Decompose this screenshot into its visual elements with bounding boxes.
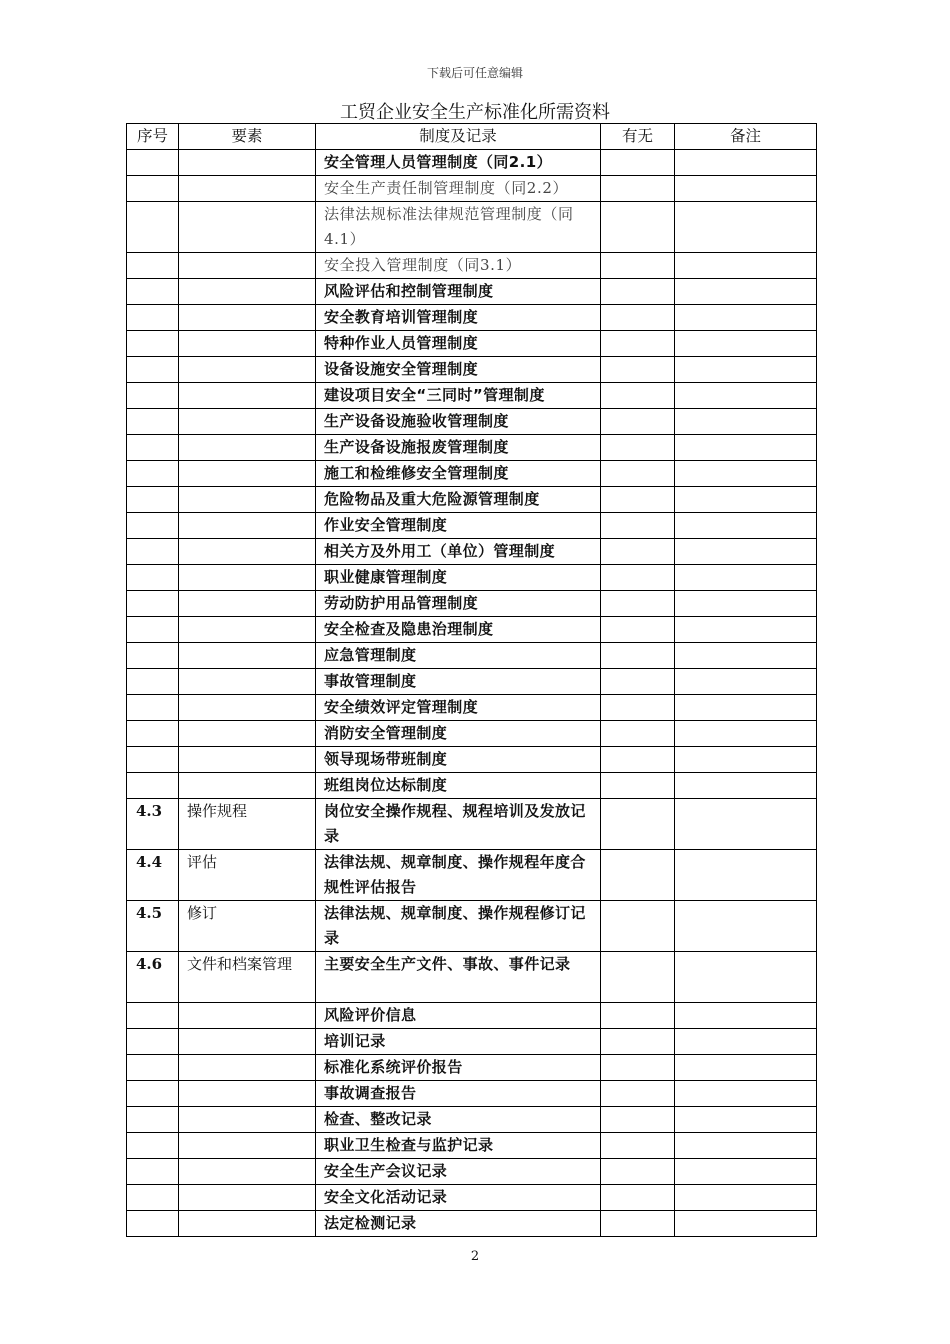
table-row [127, 1159, 817, 1185]
row-remarks-cell [675, 487, 817, 513]
table-row [127, 952, 817, 1003]
row-record-cell: 领导现场带班制度 [316, 747, 601, 773]
row-number-cell [127, 1029, 179, 1055]
row-available-cell [601, 383, 675, 409]
row-record-cell: 安全教育培训管理制度 [316, 305, 601, 331]
row-number-cell [127, 331, 179, 357]
row-number-cell [127, 150, 179, 176]
row-element-cell [179, 409, 316, 435]
row-available-cell [601, 461, 675, 487]
row-element-cell [179, 643, 316, 669]
table-row [127, 695, 817, 721]
row-element-cell [179, 617, 316, 643]
table-row [127, 850, 817, 901]
row-record-cell: 职业卫生检查与监护记录 [316, 1133, 601, 1159]
row-available-cell [601, 643, 675, 669]
row-record-cell: 应急管理制度 [316, 643, 601, 669]
row-record-cell: 法律法规标准法律规范管理制度（同4.1） [316, 202, 601, 253]
row-record-cell: 作业安全管理制度 [316, 513, 601, 539]
row-number-cell [127, 305, 179, 331]
row-number-cell [127, 1055, 179, 1081]
row-record-cell: 劳动防护用品管理制度 [316, 591, 601, 617]
row-record-cell: 生产设备设施验收管理制度 [316, 409, 601, 435]
table-row [127, 253, 817, 279]
row-record-cell: 岗位安全操作规程、规程培训及发放记录 [316, 799, 601, 850]
table-row [127, 1029, 817, 1055]
row-record-cell: 法律法规、规章制度、操作规程修订记录 [316, 901, 601, 952]
row-record-cell: 施工和检维修安全管理制度 [316, 461, 601, 487]
row-remarks-cell [675, 279, 817, 305]
row-remarks-cell [675, 1003, 817, 1029]
row-available-cell [601, 1003, 675, 1029]
materials-table [126, 123, 817, 1237]
row-available-cell [601, 1107, 675, 1133]
row-remarks-cell [675, 617, 817, 643]
row-available-cell [601, 952, 675, 1003]
row-available-cell [601, 150, 675, 176]
row-record-cell: 安全生产会议记录 [316, 1159, 601, 1185]
row-remarks-cell [675, 331, 817, 357]
table-row [127, 799, 817, 850]
row-available-cell [601, 1211, 675, 1237]
row-remarks-cell [675, 435, 817, 461]
row-record-cell: 生产设备设施报废管理制度 [316, 435, 601, 461]
row-available-cell [601, 487, 675, 513]
row-remarks-cell [675, 513, 817, 539]
row-element-cell [179, 669, 316, 695]
row-number-cell [127, 1003, 179, 1029]
row-element-cell [179, 1003, 316, 1029]
row-element-cell [179, 565, 316, 591]
row-remarks-cell [675, 253, 817, 279]
row-record-cell: 危险物品及重大危险源管理制度 [316, 487, 601, 513]
row-available-cell [601, 331, 675, 357]
row-number-cell [127, 617, 179, 643]
row-available-cell [601, 1185, 675, 1211]
table-body [127, 150, 817, 1237]
table-row [127, 202, 817, 253]
row-element-cell [179, 331, 316, 357]
row-available-cell [601, 253, 675, 279]
row-element-cell [179, 1133, 316, 1159]
col-header-element: 要素 [179, 124, 316, 150]
row-element-cell [179, 305, 316, 331]
row-remarks-cell [675, 357, 817, 383]
row-number-cell [127, 513, 179, 539]
row-element-cell [179, 357, 316, 383]
row-available-cell [601, 1055, 675, 1081]
row-element-cell [179, 591, 316, 617]
row-available-cell [601, 539, 675, 565]
table-row [127, 617, 817, 643]
row-element-cell [179, 695, 316, 721]
table-row [127, 279, 817, 305]
table-row [127, 643, 817, 669]
row-remarks-cell [675, 305, 817, 331]
table-row [127, 1107, 817, 1133]
table-row [127, 539, 817, 565]
row-available-cell [601, 669, 675, 695]
row-remarks-cell [675, 747, 817, 773]
row-remarks-cell [675, 1081, 817, 1107]
row-number-cell: 4.5 [127, 901, 179, 952]
row-number-cell [127, 176, 179, 202]
row-element-cell [179, 1029, 316, 1055]
row-remarks-cell [675, 1107, 817, 1133]
row-number-cell [127, 695, 179, 721]
row-record-cell: 建设项目安全“三同时”管理制度 [316, 383, 601, 409]
row-number-cell [127, 383, 179, 409]
row-available-cell [601, 176, 675, 202]
table-row [127, 901, 817, 952]
row-record-cell: 职业健康管理制度 [316, 565, 601, 591]
row-element-cell [179, 487, 316, 513]
table-row [127, 461, 817, 487]
row-available-cell [601, 279, 675, 305]
row-number-cell [127, 202, 179, 253]
table-row [127, 1081, 817, 1107]
row-record-cell: 培训记录 [316, 1029, 601, 1055]
table-row [127, 721, 817, 747]
row-element-cell [179, 1185, 316, 1211]
row-remarks-cell [675, 773, 817, 799]
row-available-cell [601, 617, 675, 643]
row-remarks-cell [675, 176, 817, 202]
row-number-cell [127, 1133, 179, 1159]
row-number-cell [127, 461, 179, 487]
row-number-cell [127, 1107, 179, 1133]
row-record-cell: 消防安全管理制度 [316, 721, 601, 747]
row-number-cell [127, 539, 179, 565]
col-header-number: 序号 [127, 124, 179, 150]
row-number-cell [127, 253, 179, 279]
row-remarks-cell [675, 799, 817, 850]
table-row [127, 150, 817, 176]
row-number-cell [127, 1185, 179, 1211]
row-element-cell [179, 773, 316, 799]
row-element-cell [179, 721, 316, 747]
row-record-cell: 安全文化活动记录 [316, 1185, 601, 1211]
row-remarks-cell [675, 461, 817, 487]
row-record-cell: 设备设施安全管理制度 [316, 357, 601, 383]
col-header-available: 有无 [601, 124, 675, 150]
row-element-cell [179, 747, 316, 773]
row-number-cell [127, 279, 179, 305]
row-remarks-cell [675, 150, 817, 176]
row-record-cell: 安全检查及隐患治理制度 [316, 617, 601, 643]
row-available-cell [601, 1081, 675, 1107]
row-number-cell [127, 747, 179, 773]
row-record-cell: 法定检测记录 [316, 1211, 601, 1237]
row-number-cell [127, 409, 179, 435]
table-row [127, 773, 817, 799]
row-available-cell [601, 1159, 675, 1185]
row-number-cell [127, 1159, 179, 1185]
row-element-cell [179, 383, 316, 409]
row-available-cell [601, 513, 675, 539]
row-number-cell [127, 357, 179, 383]
row-element-cell [179, 176, 316, 202]
row-available-cell [601, 721, 675, 747]
table-row [127, 305, 817, 331]
row-available-cell [601, 305, 675, 331]
row-remarks-cell [675, 901, 817, 952]
row-remarks-cell [675, 1211, 817, 1237]
row-number-cell [127, 591, 179, 617]
row-record-cell: 事故调查报告 [316, 1081, 601, 1107]
row-element-cell [179, 202, 316, 253]
row-element-cell [179, 1081, 316, 1107]
row-record-cell: 检查、整改记录 [316, 1107, 601, 1133]
row-number-cell: 4.4 [127, 850, 179, 901]
row-number-cell [127, 669, 179, 695]
row-available-cell [601, 1029, 675, 1055]
row-element-cell: 操作规程 [179, 799, 316, 850]
col-header-record: 制度及记录 [316, 124, 601, 150]
row-record-cell: 特种作业人员管理制度 [316, 331, 601, 357]
table-row [127, 513, 817, 539]
table-row [127, 435, 817, 461]
table-row [127, 669, 817, 695]
row-remarks-cell [675, 539, 817, 565]
row-element-cell [179, 461, 316, 487]
row-number-cell [127, 487, 179, 513]
row-element-cell [179, 435, 316, 461]
row-record-cell: 法律法规、规章制度、操作规程年度合规性评估报告 [316, 850, 601, 901]
page-number: 2 [470, 1249, 480, 1264]
row-element-cell [179, 1055, 316, 1081]
col-header-remarks: 备注 [675, 124, 817, 150]
row-number-cell [127, 721, 179, 747]
row-number-cell [127, 1081, 179, 1107]
table-row [127, 487, 817, 513]
row-record-cell: 标准化系统评价报告 [316, 1055, 601, 1081]
row-number-cell [127, 435, 179, 461]
row-record-cell: 班组岗位达标制度 [316, 773, 601, 799]
row-number-cell [127, 565, 179, 591]
table-row [127, 1003, 817, 1029]
row-number-cell [127, 1211, 179, 1237]
row-available-cell [601, 202, 675, 253]
row-number-cell [127, 773, 179, 799]
row-remarks-cell [675, 383, 817, 409]
row-element-cell [179, 150, 316, 176]
row-element-cell [179, 253, 316, 279]
row-available-cell [601, 1133, 675, 1159]
row-remarks-cell [675, 591, 817, 617]
row-element-cell: 文件和档案管理 [179, 952, 316, 1003]
row-remarks-cell [675, 409, 817, 435]
row-remarks-cell [675, 721, 817, 747]
row-record-cell: 事故管理制度 [316, 669, 601, 695]
row-available-cell [601, 409, 675, 435]
row-remarks-cell [675, 952, 817, 1003]
row-remarks-cell [675, 1055, 817, 1081]
row-element-cell [179, 279, 316, 305]
row-remarks-cell [675, 850, 817, 901]
table-row [127, 747, 817, 773]
row-remarks-cell [675, 1159, 817, 1185]
page-header: 下载后可任意编辑 [426, 66, 523, 80]
row-available-cell [601, 850, 675, 901]
table-header-row [127, 124, 817, 150]
row-record-cell: 安全绩效评定管理制度 [316, 695, 601, 721]
row-record-cell: 相关方及外用工（单位）管理制度 [316, 539, 601, 565]
row-element-cell [179, 1211, 316, 1237]
row-available-cell [601, 591, 675, 617]
row-record-cell: 安全生产责任制管理制度（同2.2） [316, 176, 601, 202]
table-row [127, 565, 817, 591]
table-row [127, 176, 817, 202]
row-number-cell: 4.3 [127, 799, 179, 850]
row-record-cell: 风险评价信息 [316, 1003, 601, 1029]
row-available-cell [601, 435, 675, 461]
row-available-cell [601, 773, 675, 799]
table-row [127, 591, 817, 617]
row-remarks-cell [675, 1185, 817, 1211]
table-row [127, 1133, 817, 1159]
table-row [127, 1211, 817, 1237]
row-record-cell: 安全投入管理制度（同3.1） [316, 253, 601, 279]
row-remarks-cell [675, 643, 817, 669]
row-remarks-cell [675, 1133, 817, 1159]
row-available-cell [601, 901, 675, 952]
row-element-cell: 评估 [179, 850, 316, 901]
row-number-cell [127, 643, 179, 669]
table-row [127, 1055, 817, 1081]
row-remarks-cell [675, 669, 817, 695]
row-available-cell [601, 747, 675, 773]
row-remarks-cell [675, 202, 817, 253]
row-remarks-cell [675, 695, 817, 721]
table-row [127, 1185, 817, 1211]
row-remarks-cell [675, 1029, 817, 1055]
row-available-cell [601, 565, 675, 591]
row-element-cell [179, 1107, 316, 1133]
row-available-cell [601, 695, 675, 721]
table-row [127, 331, 817, 357]
table-row [127, 409, 817, 435]
row-number-cell: 4.6 [127, 952, 179, 1003]
row-element-cell [179, 1159, 316, 1185]
table-row [127, 357, 817, 383]
row-record-cell: 主要安全生产文件、事故、事件记录 [316, 952, 601, 1003]
document-title: 工贸企业安全生产标准化所需资料 [340, 102, 610, 123]
row-available-cell [601, 357, 675, 383]
table-row [127, 383, 817, 409]
row-element-cell [179, 513, 316, 539]
row-element-cell [179, 539, 316, 565]
row-element-cell: 修订 [179, 901, 316, 952]
row-remarks-cell [675, 565, 817, 591]
row-available-cell [601, 799, 675, 850]
row-record-cell: 安全管理人员管理制度（同2.1） [316, 150, 601, 176]
row-record-cell: 风险评估和控制管理制度 [316, 279, 601, 305]
